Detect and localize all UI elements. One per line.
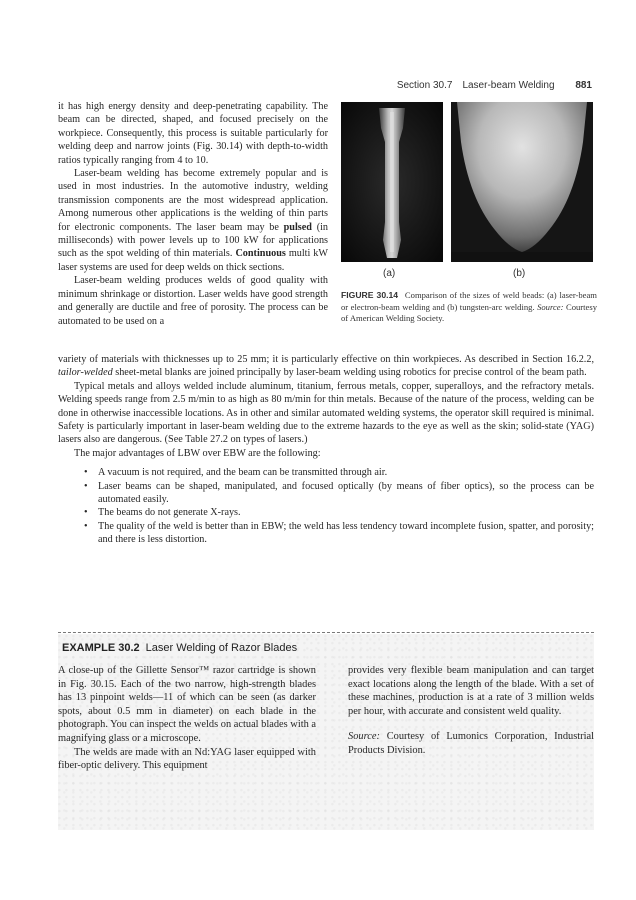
paragraph-2b-post: multi kW laser systems are used for deep welds on thick sections. (58, 248, 329, 273)
example-source (348, 730, 594, 757)
figure-number: FIGURE 30.14 (341, 290, 399, 300)
running-head-title: Laser-beam Welding (462, 80, 555, 91)
body-full-width (58, 353, 594, 547)
weld-bead-wide-photo (451, 102, 593, 262)
list-item: • The quality of the weld is better than in EBW; the weld has less tendency toward incomplete fusion, spatter, and porosity; and there is less distortion. (86, 520, 594, 547)
term-tailor-welded: tailor-welded (58, 367, 113, 379)
paragraph-2-text: Laser-beam welding has become extremely popular and is used in most industries. In the automotive industry, welding transmission components are the most widespread application. Among numerous other applications is the welding of thin parts for electronic components. (58, 168, 328, 233)
figure-image-b (451, 102, 593, 262)
figure-image-a (341, 102, 443, 262)
advantages-list (58, 466, 594, 546)
example-title: Laser Welding of Razor Blades (145, 642, 298, 654)
paragraph-2b-mid: (in milliseconds) with power levels up to 100 kW for applications such as the spot welding of thin materials. (58, 221, 329, 260)
example-left-column (58, 664, 316, 773)
list-item: • A vacuum is not required, and the beam can be transmitted through air. (86, 466, 594, 479)
paragraph-3-continued (58, 353, 594, 380)
example-source-label: Source: (348, 731, 380, 743)
figure-label-a: (a) (383, 268, 396, 279)
example-divider (58, 632, 594, 633)
example-paragraph-1: A close-up of the Gillette Sensor™ razor cartridge is shown in Fig. 30.15. Each of the two narrow, high-strength blades has 13 pinpoint welds—11 of which can be seen (as darker spots, about 0.5 mm in diameter) on each blade in the photograph. You can inspect the welds on actual blades with a magnifying glass or a microscope. (58, 665, 316, 744)
weld-bead-narrow-photo (341, 102, 443, 262)
example-paragraph-2: The welds are made with an Nd:YAG laser equipped with fiber-optic delivery. This equipment (58, 746, 316, 772)
term-pulsed: pulsed (283, 221, 312, 233)
figure-source-text: Courtesy of American Welding Society. (341, 301, 597, 323)
figure-caption (341, 290, 597, 325)
example-label: EXAMPLE 30.2 (62, 642, 140, 654)
page-number: 881 (575, 80, 592, 91)
example-paragraph-3: provides very flexible beam manipulation and can target exact locations along the length of the blade. With a set of these machines, production is at a rate of 3 million welds per hour, with accurate and consistent weld quality. (348, 665, 594, 717)
list-item: • The beams do not generate X-rays. (86, 506, 594, 519)
paragraph-3-pre: variety of materials with thicknesses up to 25 mm; it is particularly effective on thin workpieces. As described in Section 16.2.2, (58, 354, 594, 365)
example-box (58, 634, 594, 830)
running-head-section: Section 30.7 (396, 80, 453, 91)
list-item: • Laser beams can be shaped, manipulated, and focused optically (by means of fiber optics), so the process can be automated easily. (86, 480, 594, 507)
example-right-column (348, 664, 594, 758)
example-source-text: Courtesy of Lumonics Corporation, Industrial Products Division. (348, 731, 594, 756)
term-continuous: Continuous (235, 248, 286, 260)
body-left-column (58, 100, 328, 328)
paragraph-5: The major advantages of LBW over EBW are the following: (74, 447, 321, 459)
figure-label-b: (b) (513, 268, 526, 279)
running-head (397, 80, 592, 91)
figure-source-label: Source: (537, 301, 564, 312)
example-heading (62, 642, 297, 654)
figure-caption-text: Comparison of the sizes of weld beads: (a) laser-beam or electron-beam welding and (b) tungsten-arc welding. (341, 290, 597, 312)
paragraph-3-post: sheet-metal blanks are joined principally by laser-beam welding using robotics for precise control of the beam path. (115, 367, 587, 379)
paragraph-2b-pre: The laser beam may be (175, 221, 279, 233)
paragraph-1: it has high energy density and deep-penetrating capability. The beam can be directed, shaped, and focused precisely on the workpiece. Consequently, this process is suitable particularly for welding deep and narrow joints (Fig. 30.14) with depth-to-width ratios typically ranging from 4 to 10. (58, 101, 328, 166)
paragraph-2 (58, 167, 328, 274)
paragraph-4: Typical metals and alloys welded include aluminum, titanium, ferrous metals, copper, superalloys, and the refractory metals. Welding speeds range from 2.5 m/min to as high as 80 m/min for thin metals. Because of the nature of the process, welding can be done in otherwise inaccessible locations. As in other and similar automated welding systems, the operator skill required is minimal. Safety is particularly important in laser-beam welding due to the extreme hazards to the eye as well as the skin; solid-state (YAG) lasers also are dangerous. (See Table 27.2 on types of lasers.) (58, 380, 594, 446)
paragraph-3-start: Laser-beam welding produces welds of good quality with minimum shrinkage or distortion. Laser welds have good strength and generally are ductile and free of porosity. The process can be automated to be used on a (58, 275, 328, 327)
